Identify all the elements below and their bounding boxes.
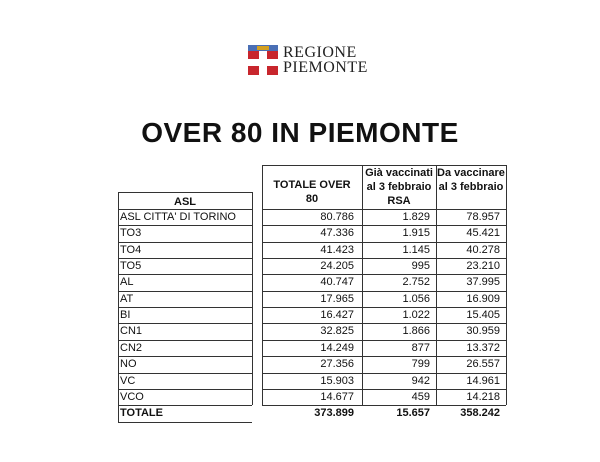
table-row-totale: 17.965 bbox=[320, 292, 354, 305]
table-row-totale: 80.786 bbox=[320, 211, 354, 223]
table-row-totale: 15.903 bbox=[320, 374, 354, 387]
table-row-vaccinati: 1.022 bbox=[402, 309, 430, 322]
table-row-asl: CN1 bbox=[120, 325, 143, 338]
row-line bbox=[118, 242, 252, 243]
row-line bbox=[262, 242, 506, 243]
table-row-da-vaccinare: 40.278 bbox=[466, 243, 500, 256]
table-row-totale: 40.747 bbox=[320, 276, 354, 289]
table-row-totale: 47.336 bbox=[320, 227, 354, 240]
table-row-asl: VC bbox=[120, 374, 136, 387]
table-row-asl: TO5 bbox=[120, 260, 142, 273]
row-line bbox=[118, 405, 252, 406]
table-row-totale: 27.356 bbox=[320, 358, 354, 371]
row-line bbox=[262, 274, 506, 275]
row-line bbox=[262, 389, 506, 390]
table-row-da-vaccinare: 15.405 bbox=[466, 309, 500, 322]
row-line bbox=[262, 307, 506, 308]
row-line bbox=[118, 307, 252, 308]
total-row-asl: TOTALE bbox=[120, 407, 163, 420]
table-row-vaccinati: 877 bbox=[411, 341, 430, 354]
table-row-da-vaccinare: 23.210 bbox=[466, 260, 500, 273]
row-line bbox=[262, 291, 506, 292]
row-line bbox=[118, 340, 252, 341]
table-row-asl: AT bbox=[120, 292, 134, 305]
values-header-top-line bbox=[262, 165, 506, 166]
row-line bbox=[118, 258, 252, 259]
row-line bbox=[262, 323, 506, 324]
table-row-vaccinati: 2.752 bbox=[402, 276, 430, 289]
row-line bbox=[262, 225, 506, 226]
asl-right-line bbox=[252, 192, 253, 405]
row-line bbox=[262, 356, 506, 357]
row-line bbox=[118, 323, 252, 324]
table-row-totale: 32.825 bbox=[320, 325, 354, 338]
row-line bbox=[118, 356, 252, 357]
header-totale: TOTALE OVER 80 bbox=[273, 179, 351, 205]
values-right-line bbox=[506, 165, 507, 405]
asl-left-line bbox=[118, 192, 119, 422]
table-row-vaccinati: 1.829 bbox=[402, 211, 430, 223]
row-line bbox=[118, 291, 252, 292]
table-row-asl: CN2 bbox=[120, 341, 143, 354]
table-row-totale: 14.677 bbox=[320, 390, 354, 403]
table-bottom-line bbox=[118, 422, 252, 423]
table-row-da-vaccinare: 78.957 bbox=[466, 211, 500, 223]
header-vaccinati: Già vaccinati al 3 febbraio RSA bbox=[365, 167, 433, 207]
table-row-da-vaccinare: 37.995 bbox=[466, 276, 500, 289]
table-row-da-vaccinare: 16.909 bbox=[466, 292, 500, 305]
row-line bbox=[118, 209, 252, 210]
table-row-da-vaccinare: 14.218 bbox=[466, 390, 500, 403]
table-row-vaccinati: 799 bbox=[411, 358, 430, 371]
table-row-totale: 16.427 bbox=[320, 309, 354, 322]
values-left-line bbox=[262, 165, 263, 405]
page-title: OVER 80 IN PIEMONTE bbox=[141, 117, 459, 148]
table-row-asl: VCO bbox=[120, 390, 144, 403]
row-line bbox=[118, 389, 252, 390]
logo-line1: REGIONE bbox=[283, 44, 357, 61]
table-row-vaccinati: 942 bbox=[411, 374, 430, 387]
asl-header-top-line bbox=[118, 192, 252, 193]
values-mid-line-1 bbox=[362, 165, 363, 405]
header-da-vaccinare: Da vaccinare al 3 febbraio bbox=[437, 167, 505, 193]
row-line bbox=[118, 373, 252, 374]
table-row-asl: AL bbox=[120, 276, 134, 289]
table-row-vaccinati: 1.915 bbox=[402, 227, 430, 240]
table-row-da-vaccinare: 14.961 bbox=[466, 374, 500, 387]
table-row-asl: BI bbox=[120, 309, 131, 322]
values-mid-line-2 bbox=[436, 165, 437, 405]
table-row-vaccinati: 459 bbox=[411, 390, 430, 403]
total-row-da-vaccinare: 358.242 bbox=[460, 407, 500, 420]
row-line bbox=[262, 209, 506, 210]
table-row-totale: 14.249 bbox=[320, 341, 354, 354]
table-row-totale: 41.423 bbox=[320, 243, 354, 256]
table-row-asl: ASL CITTA' DI TORINO bbox=[120, 211, 236, 223]
table-row-da-vaccinare: 30.959 bbox=[466, 325, 500, 338]
logo-line2: PIEMONTE bbox=[283, 59, 368, 76]
row-line bbox=[262, 373, 506, 374]
total-row-totale: 373.899 bbox=[314, 407, 354, 420]
table-row-asl: NO bbox=[120, 358, 137, 371]
table-row-vaccinati: 1.145 bbox=[402, 243, 430, 256]
table-row-vaccinati: 1.866 bbox=[402, 325, 430, 338]
table-row-asl: TO3 bbox=[120, 227, 142, 240]
total-row-vaccinati: 15.657 bbox=[396, 407, 430, 420]
table-row-da-vaccinare: 26.557 bbox=[466, 358, 500, 371]
row-line bbox=[118, 225, 252, 226]
table-row-da-vaccinare: 13.372 bbox=[466, 341, 500, 354]
header-asl: ASL bbox=[174, 196, 196, 208]
table-row-vaccinati: 995 bbox=[411, 260, 430, 273]
row-line bbox=[118, 274, 252, 275]
row-line bbox=[262, 258, 506, 259]
row-line bbox=[262, 405, 506, 406]
row-line bbox=[262, 340, 506, 341]
table-row-totale: 24.205 bbox=[320, 260, 354, 273]
table-row-vaccinati: 1.056 bbox=[402, 292, 430, 305]
table-row-asl: TO4 bbox=[120, 243, 142, 256]
table-row-da-vaccinare: 45.421 bbox=[466, 227, 500, 240]
